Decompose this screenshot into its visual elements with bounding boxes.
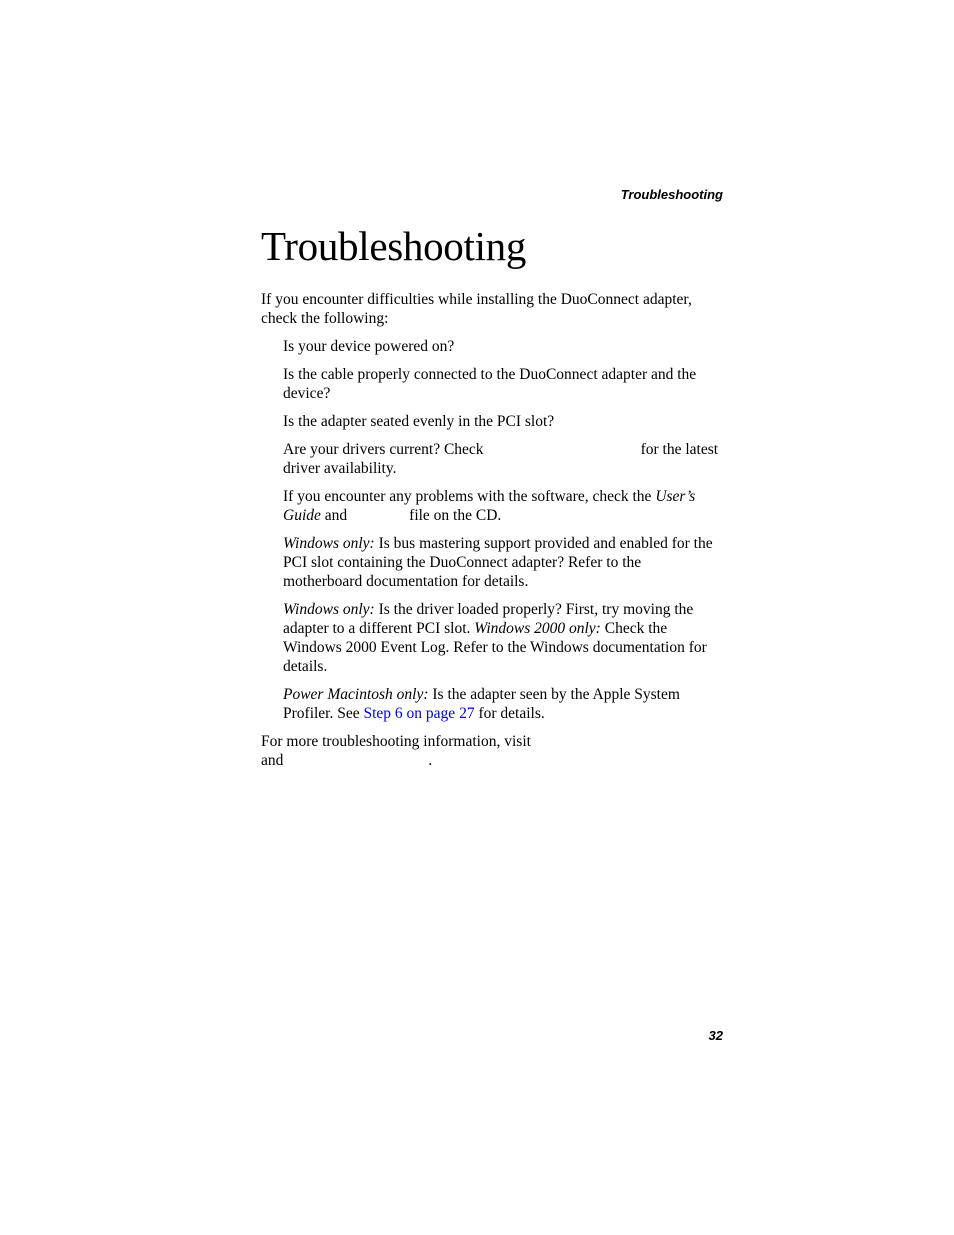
item-text: Is the adapter seen by the Apple System Profiler. See xyxy=(283,686,680,722)
list-item-windows-bus xyxy=(283,534,721,591)
closing-text: and xyxy=(261,752,284,769)
closing-text: For more troubleshooting information, visit xyxy=(261,733,531,750)
page-number: 32 xyxy=(708,1028,723,1043)
item-text: If you encounter any problems with the software, check the xyxy=(283,488,652,505)
list-item-mac xyxy=(283,685,721,723)
item-text: for the latest driver availability. xyxy=(283,441,719,477)
page-title: Troubleshooting xyxy=(261,223,527,269)
list-item-windows-driver xyxy=(283,600,721,676)
troubleshooting-content xyxy=(261,290,721,770)
platform-label: Windows only: xyxy=(283,535,375,552)
item-text: Is your device powered on? xyxy=(283,338,455,355)
platform-label: Windows only: xyxy=(283,601,375,618)
list-item-cable xyxy=(283,365,721,403)
item-text: Is the cable properly connected to the DuoConnect adapter and the device? xyxy=(283,366,697,402)
platform-label: Windows 2000 only: xyxy=(474,620,601,637)
users-guide-title: User’s Guide xyxy=(283,488,696,524)
item-text: and xyxy=(324,507,348,524)
item-text: Is the adapter seated evenly in the PCI slot? xyxy=(283,413,555,430)
item-text: Is the driver loaded properly? First, try moving the adapter to a different PCI slot. xyxy=(283,601,694,637)
item-text: file on the CD. xyxy=(409,507,502,524)
list-item-seated xyxy=(283,412,721,431)
list-item-drivers xyxy=(283,440,721,478)
list-item-software xyxy=(283,487,721,525)
item-text: Is bus mastering support provided and enabled for the PCI slot containing the DuoConnect adapter? Refer to the motherboard documentation for details. xyxy=(283,535,713,590)
running-header: Troubleshooting xyxy=(620,187,723,202)
closing-paragraph xyxy=(261,732,721,770)
item-text: for details. xyxy=(478,705,545,722)
list-item-powered xyxy=(283,337,721,356)
platform-label: Power Macintosh only: xyxy=(283,686,429,703)
item-text: Are your drivers current? Check xyxy=(283,441,484,458)
intro-paragraph: If you encounter difficulties while installing the DuoConnect adapter, check the following: xyxy=(261,291,692,327)
closing-text: . xyxy=(428,752,433,769)
step-6-link[interactable]: Step 6 on page 27 xyxy=(363,705,475,722)
item-text: Check the Windows 2000 Event Log. Refer to the Windows documentation for details. xyxy=(283,620,707,675)
checklist xyxy=(261,337,721,723)
